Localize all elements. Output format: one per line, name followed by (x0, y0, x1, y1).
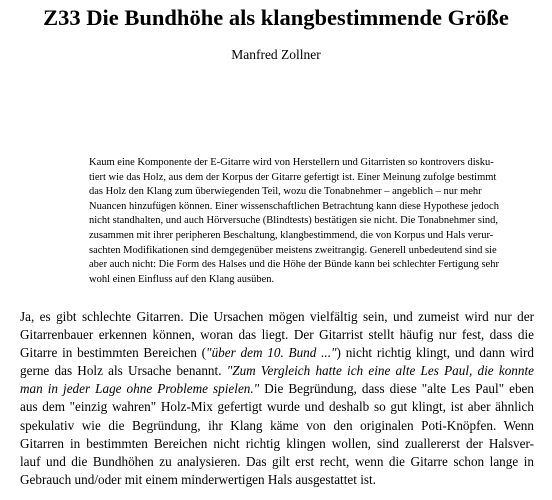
body-paragraph (20, 308, 534, 489)
body-line: Gitarrenbauer erkennen können, woran das liegt. Der Gitarrist stellt häufig nur fest, dass die (20, 327, 534, 343)
body-text: gerne das Holz als Ursache benannt. (20, 363, 227, 379)
abstract (89, 156, 499, 287)
body-line: Gitarren in bestimmten Bereichen nicht richtig klingen wollen, sind zuallererst der Halsver- (20, 435, 534, 451)
abstract-line: Kaum eine Komponente der E-Gitarre wird von Herstellern und Gitarristen so kontrovers disku- (89, 157, 494, 168)
body-line: spekulativ wie die Begründung, ihr Klang käme von den originalen Poti-Knöpfen. Wenn (20, 417, 534, 433)
body-text: ) nicht richtig klingt, und dann wird (336, 345, 534, 361)
body-line (20, 362, 534, 380)
paper-author: Manfred Zollner (231, 47, 321, 62)
quote-fret: "über dem 10. Bund ..." (206, 345, 337, 361)
paper-title: Z33 Die Bundhöhe als klangbestimmende Größe (43, 5, 509, 30)
body-line: aus dem "einzig wahren" Holz-Mix gefertigt wurde und deshalb so gut klingt, ist aber ähnlich (20, 399, 534, 415)
abstract-line: das Holz den Klang zum überwiegenden Teil, wozu die Tonabnehmer – angeblich – nur mehr (89, 186, 482, 198)
body-line (20, 344, 534, 362)
abstract-line: zusammen mit ihrer peripheren Beschaltung, klangbestimmend, die von Korpus und Hals verur- (89, 229, 494, 241)
body-line: Ja, es gibt schlechte Gitarren. Die Ursachen mögen vielfältig sein, und zumeist wird nur der (20, 309, 534, 324)
body-line: lauf und die Bundhöhen zu analysieren. Das gilt erst recht, wenn die Gitarre schon lange in (20, 453, 534, 469)
quote-les-paul-end: man in jeder Lage ohne Probleme spielen." (20, 381, 260, 397)
body-line: Gebrauch und/oder mit einem minderwertigen Hals ausgestattet ist. (20, 471, 376, 487)
abstract-line: aber auch nicht: Die Form des Halses und die Höhe der Bünde kann bei schlechter Fertigung sehr (89, 259, 499, 271)
body-text: Gitarre in bestimmten Bereichen ( (20, 345, 207, 361)
abstract-line: Nuancen hinzufügen können. Einer wissenschaftlichen Betrachtung kann diese Hypothese jedoch (89, 200, 499, 212)
abstract-line: tiert wie das Holz, aus dem der Korpus der Gitarre gefertigt ist. Einer Meinung zufolge bestimmt (89, 171, 497, 183)
body-text: Die Begründung, dass diese "alte Les Paul" eben (259, 381, 534, 397)
quote-les-paul: "Zum Vergleich hatte ich eine alte Les Paul, die konnte (226, 363, 534, 379)
abstract-line: wohl einen Einfluss auf den Klang ausüben. (89, 273, 275, 285)
abstract-line: nicht standhalten, und auch Hörversuche (Blindtests) bestätigen sie nicht. Die Tonabnehmer sind, (89, 215, 499, 227)
abstract-line: sachten Modifikationen sind demgegenüber meistens zweitrangig. Generell unbedeutend sind sie (89, 244, 497, 256)
body-line (20, 380, 534, 398)
